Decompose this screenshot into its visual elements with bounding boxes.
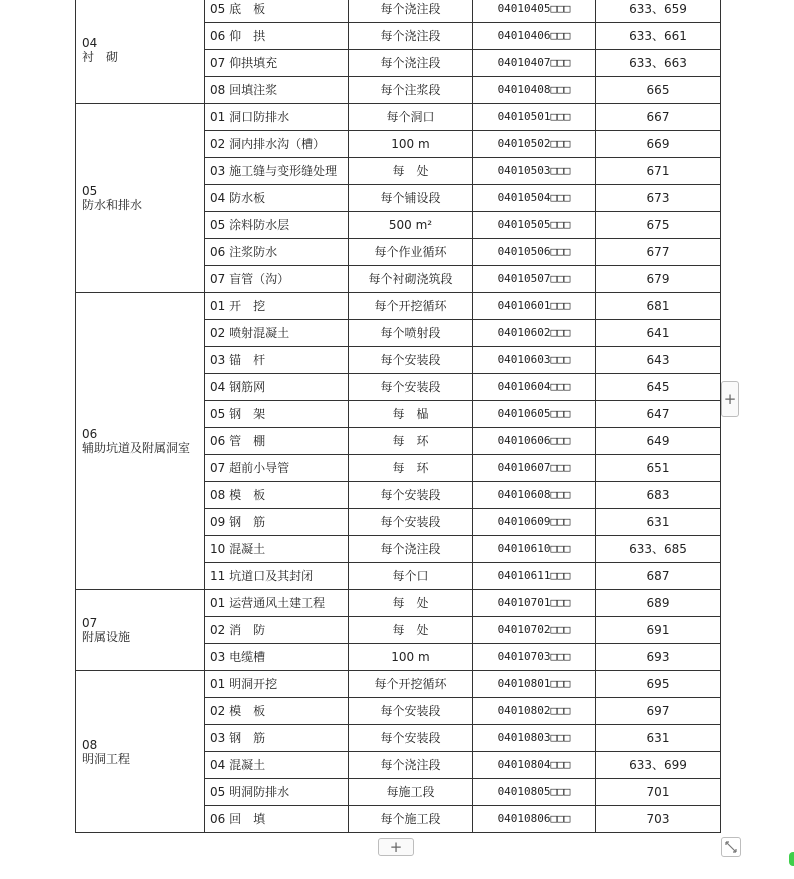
- group-cell: [76, 0, 205, 104]
- code-cell: 04010609□□□: [473, 509, 596, 536]
- group-name: 辅助坑道及附属洞室: [82, 441, 191, 455]
- page-cell: 697: [596, 698, 721, 725]
- item-cell: 10 混凝土: [205, 536, 349, 563]
- code-cell: 04010507□□□: [473, 266, 596, 293]
- code-cell: 04010611□□□: [473, 563, 596, 590]
- item-cell: 08 回填注浆: [205, 77, 349, 104]
- add-column-button[interactable]: [721, 381, 739, 417]
- page-cell: 689: [596, 590, 721, 617]
- item-cell: 05 钢 架: [205, 401, 349, 428]
- code-cell: 04010407□□□: [473, 50, 596, 77]
- item-cell: 04 防水板: [205, 185, 349, 212]
- table-row: [76, 293, 721, 320]
- code-cell: 04010606□□□: [473, 428, 596, 455]
- item-cell: 01 洞口防排水: [205, 104, 349, 131]
- unit-cell: 每 环: [349, 428, 473, 455]
- unit-cell: 每 处: [349, 617, 473, 644]
- unit-cell: 每个浇注段: [349, 752, 473, 779]
- page-cell: 695: [596, 671, 721, 698]
- inspection-lot-table: [75, 0, 721, 833]
- unit-cell: 每个铺设段: [349, 185, 473, 212]
- item-cell: 01 明洞开挖: [205, 671, 349, 698]
- group-number: 05: [82, 184, 98, 198]
- unit-cell: 每个开挖循环: [349, 671, 473, 698]
- item-cell: 02 喷射混凝土: [205, 320, 349, 347]
- item-cell: 08 模 板: [205, 482, 349, 509]
- item-cell: 11 坑道口及其封闭: [205, 563, 349, 590]
- item-cell: 06 回 填: [205, 806, 349, 833]
- page-cell: 633、661: [596, 23, 721, 50]
- code-cell: 04010702□□□: [473, 617, 596, 644]
- page-cell: 633、685: [596, 536, 721, 563]
- add-row-button[interactable]: [378, 838, 414, 856]
- unit-cell: 每个浇注段: [349, 536, 473, 563]
- code-cell: 04010703□□□: [473, 644, 596, 671]
- item-cell: 02 模 板: [205, 698, 349, 725]
- page-cell: 675: [596, 212, 721, 239]
- unit-cell: 每个注浆段: [349, 77, 473, 104]
- item-cell: 02 洞内排水沟（槽）: [205, 131, 349, 158]
- code-cell: 04010806□□□: [473, 806, 596, 833]
- group-cell: [76, 671, 205, 833]
- unit-cell: 每个浇注段: [349, 23, 473, 50]
- page-cell: 667: [596, 104, 721, 131]
- page-cell: 673: [596, 185, 721, 212]
- item-cell: 03 锚 杆: [205, 347, 349, 374]
- unit-cell: 每个安装段: [349, 725, 473, 752]
- expand-arrows-icon: [722, 838, 740, 856]
- app-badge: [789, 852, 794, 866]
- group-cell: [76, 293, 205, 590]
- code-cell: 04010505□□□: [473, 212, 596, 239]
- unit-cell: 每个洞口: [349, 104, 473, 131]
- unit-cell: 每个口: [349, 563, 473, 590]
- unit-cell: 每个施工段: [349, 806, 473, 833]
- code-cell: 04010610□□□: [473, 536, 596, 563]
- page-cell: 687: [596, 563, 721, 590]
- unit-cell: 每个作业循环: [349, 239, 473, 266]
- code-cell: 04010801□□□: [473, 671, 596, 698]
- unit-cell: 每 处: [349, 590, 473, 617]
- unit-cell: 每个安装段: [349, 347, 473, 374]
- page-cell: 633、699: [596, 752, 721, 779]
- group-number: 06: [82, 427, 98, 441]
- unit-cell: 每个开挖循环: [349, 293, 473, 320]
- code-cell: 04010603□□□: [473, 347, 596, 374]
- unit-cell: 每 环: [349, 455, 473, 482]
- page-cell: 649: [596, 428, 721, 455]
- unit-cell: 100 m: [349, 644, 473, 671]
- code-cell: 04010504□□□: [473, 185, 596, 212]
- page-cell: 645: [596, 374, 721, 401]
- unit-cell: 每个浇注段: [349, 0, 473, 23]
- group-number: 04: [82, 35, 98, 50]
- page-cell: 641: [596, 320, 721, 347]
- code-cell: 04010701□□□: [473, 590, 596, 617]
- page-cell: 633、663: [596, 50, 721, 77]
- item-cell: 05 底 板: [205, 0, 349, 23]
- expand-icon[interactable]: [721, 837, 741, 857]
- item-cell: 07 超前小导管: [205, 455, 349, 482]
- item-cell: 03 钢 筋: [205, 725, 349, 752]
- group-name: 明洞工程: [82, 751, 131, 766]
- plus-icon: +: [389, 837, 403, 856]
- page-cell: 693: [596, 644, 721, 671]
- item-cell: 05 明洞防排水: [205, 779, 349, 806]
- item-cell: 01 运营通风土建工程: [205, 590, 349, 617]
- code-cell: 04010501□□□: [473, 104, 596, 131]
- page-cell: 677: [596, 239, 721, 266]
- code-cell: 04010602□□□: [473, 320, 596, 347]
- item-cell: 06 仰 拱: [205, 23, 349, 50]
- page-cell: 703: [596, 806, 721, 833]
- code-cell: 04010803□□□: [473, 725, 596, 752]
- code-cell: 04010601□□□: [473, 293, 596, 320]
- item-cell: 06 管 棚: [205, 428, 349, 455]
- table-row: [76, 104, 721, 131]
- page-cell: 631: [596, 509, 721, 536]
- page-cell: 683: [596, 482, 721, 509]
- code-cell: 04010406□□□: [473, 23, 596, 50]
- page-cell: 669: [596, 131, 721, 158]
- code-cell: 04010804□□□: [473, 752, 596, 779]
- item-cell: 01 开 挖: [205, 293, 349, 320]
- code-cell: 04010607□□□: [473, 455, 596, 482]
- unit-cell: 每个安装段: [349, 374, 473, 401]
- code-cell: 04010408□□□: [473, 77, 596, 104]
- page-cell: 691: [596, 617, 721, 644]
- code-cell: 04010604□□□: [473, 374, 596, 401]
- page-cell: 631: [596, 725, 721, 752]
- table-row: [76, 590, 721, 617]
- group-cell: [76, 590, 205, 671]
- code-cell: 04010405□□□: [473, 0, 596, 23]
- code-cell: 04010608□□□: [473, 482, 596, 509]
- page-cell: 665: [596, 77, 721, 104]
- group-name: 防水和排水: [82, 198, 143, 212]
- unit-cell: 100 m: [349, 131, 473, 158]
- unit-cell: 每个浇注段: [349, 50, 473, 77]
- item-cell: 07 盲管（沟）: [205, 266, 349, 293]
- unit-cell: 每施工段: [349, 779, 473, 806]
- plus-icon: +: [723, 390, 737, 408]
- page-cell: 633、659: [596, 0, 721, 23]
- page-cell: 679: [596, 266, 721, 293]
- code-cell: 04010605□□□: [473, 401, 596, 428]
- page-cell: 651: [596, 455, 721, 482]
- item-cell: 09 钢 筋: [205, 509, 349, 536]
- page-cell: 701: [596, 779, 721, 806]
- code-cell: 04010503□□□: [473, 158, 596, 185]
- unit-cell: 每个安装段: [349, 509, 473, 536]
- table-row: [76, 671, 721, 698]
- unit-cell: 每 处: [349, 158, 473, 185]
- group-name: 附属设施: [82, 630, 131, 644]
- group-number: 08: [82, 737, 98, 752]
- unit-cell: 每个喷射段: [349, 320, 473, 347]
- unit-cell: 每个衬砌浇筑段: [349, 266, 473, 293]
- unit-cell: 每个安装段: [349, 482, 473, 509]
- table-body: [76, 0, 721, 833]
- code-cell: 04010802□□□: [473, 698, 596, 725]
- table-row: [76, 0, 721, 23]
- item-cell: 04 混凝土: [205, 752, 349, 779]
- page-cell: 647: [596, 401, 721, 428]
- group-number: 07: [82, 616, 98, 630]
- page-cell: 681: [596, 293, 721, 320]
- unit-cell: 每 榀: [349, 401, 473, 428]
- item-cell: 03 施工缝与变形缝处理: [205, 158, 349, 185]
- unit-cell: 500 m²: [349, 212, 473, 239]
- code-cell: 04010805□□□: [473, 779, 596, 806]
- code-cell: 04010502□□□: [473, 131, 596, 158]
- item-cell: 03 电缆槽: [205, 644, 349, 671]
- unit-cell: 每个安装段: [349, 698, 473, 725]
- code-cell: 04010506□□□: [473, 239, 596, 266]
- group-name: 衬 砌: [82, 49, 119, 64]
- page-cell: 643: [596, 347, 721, 374]
- item-cell: 05 涂料防水层: [205, 212, 349, 239]
- item-cell: 06 注浆防水: [205, 239, 349, 266]
- item-cell: 04 钢筋网: [205, 374, 349, 401]
- page-cell: 671: [596, 158, 721, 185]
- item-cell: 02 消 防: [205, 617, 349, 644]
- group-cell: [76, 104, 205, 293]
- item-cell: 07 仰拱填充: [205, 50, 349, 77]
